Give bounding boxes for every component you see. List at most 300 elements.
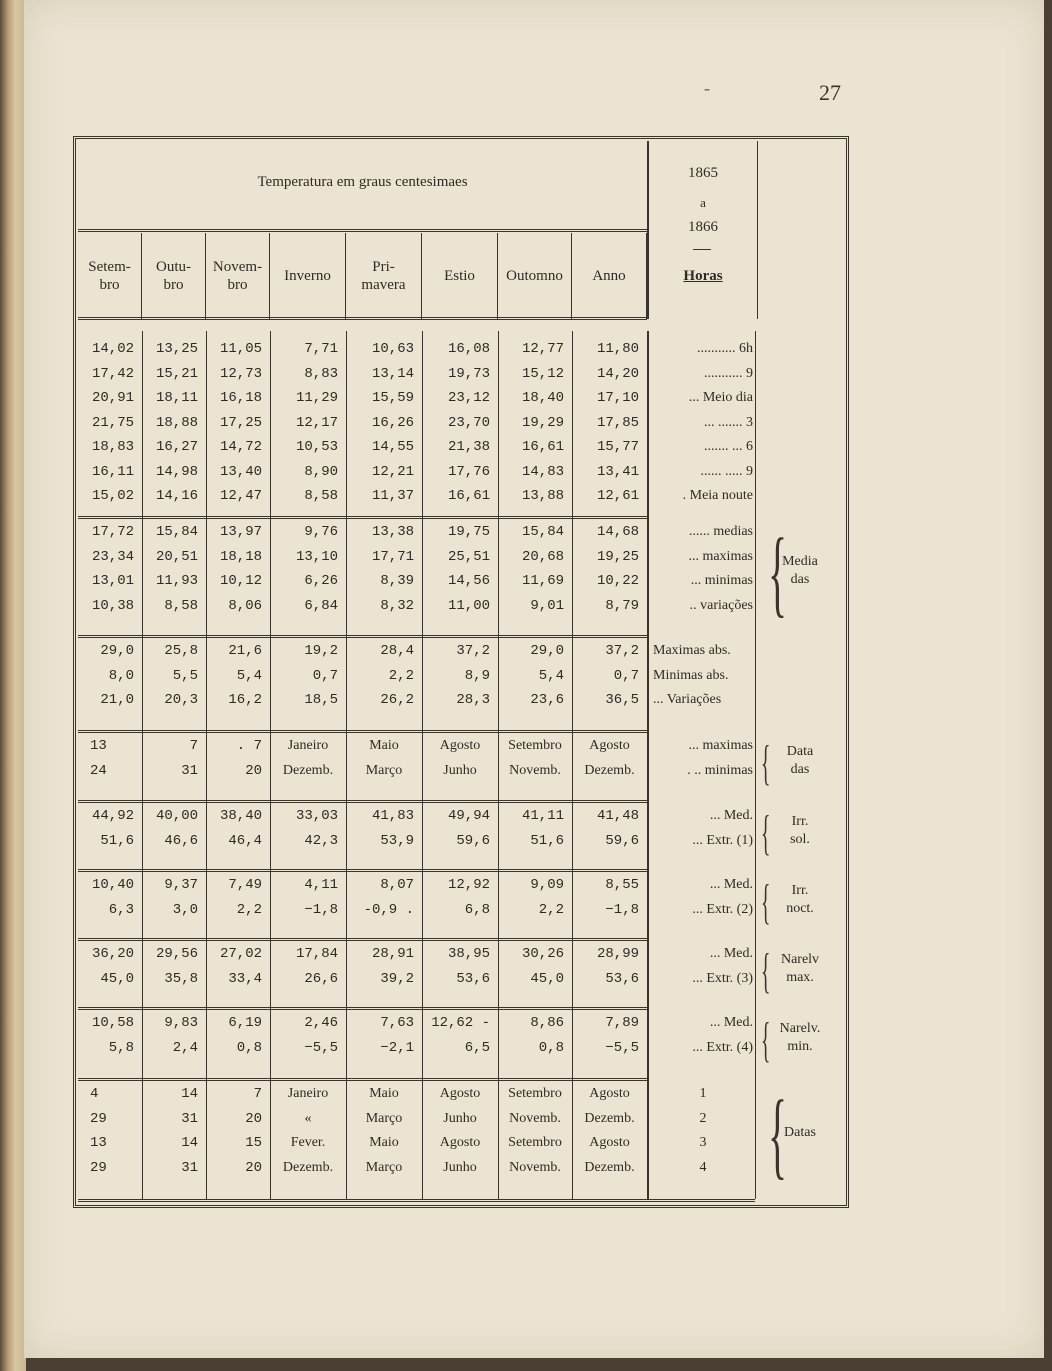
table-cell: 12,47 — [219, 488, 262, 504]
table-cell: Agosto — [589, 1135, 630, 1150]
table-cell: 7 — [189, 738, 198, 754]
table-cell: Junho — [443, 762, 477, 778]
table-cell: 16,27 — [155, 439, 198, 455]
table-cell: 0,7 — [312, 667, 338, 684]
row-label: 2 — [699, 1110, 707, 1126]
table-cell: Setembro — [508, 1135, 562, 1150]
table-cell: 0,8 — [236, 1039, 262, 1056]
year-rule — [693, 249, 711, 250]
column-divider — [647, 637, 649, 734]
table-cell: 14 — [181, 1086, 198, 1102]
table-cell: 20,3 — [164, 692, 198, 708]
table-cell: 6,3 — [108, 901, 134, 918]
table-cell: 51,6 — [530, 832, 564, 849]
table-cell: Março — [365, 1159, 403, 1175]
table-cell: 36,5 — [605, 692, 639, 708]
table-cell: 15,84 — [155, 524, 198, 540]
table-cell: 9,83 — [164, 1015, 198, 1031]
block-rule — [78, 730, 647, 733]
table-cell: Dezemb. — [584, 1159, 635, 1175]
table-cell: 0,7 — [613, 667, 639, 684]
table-cell: 20 — [245, 762, 262, 779]
row-label: ... minimas — [690, 573, 753, 588]
brace-icon: { — [761, 735, 771, 790]
table-cell: 16,18 — [219, 390, 262, 406]
table-cell: 41,11 — [521, 808, 564, 824]
table-cell: Agosto — [589, 738, 630, 753]
page-number: 27 — [819, 80, 841, 105]
row-label: ... ....... 3 — [704, 414, 753, 430]
column-header: Outomno — [498, 233, 572, 319]
table-cell: 40,00 — [155, 808, 198, 824]
row-label: ... maximas — [688, 738, 753, 753]
table-cell: 46,6 — [164, 832, 198, 849]
block-rule — [78, 869, 647, 872]
table-cell: 31 — [181, 1159, 198, 1176]
table-cell: 45,0 — [530, 970, 564, 987]
table-cell: 18,40 — [521, 390, 564, 406]
row-label: ........... 6h — [697, 341, 753, 356]
table-cell: 16,61 — [521, 439, 564, 455]
table-cell: 17,10 — [596, 390, 639, 406]
table-cell: 20 — [245, 1159, 262, 1176]
table-title-row — [78, 141, 647, 232]
table-cell: 15,84 — [521, 524, 564, 540]
block-rule — [78, 516, 647, 519]
year-a: a — [700, 195, 706, 210]
table-cell: 25,8 — [164, 643, 198, 659]
table-cell: Janeiro — [287, 738, 329, 753]
table-cell: 31 — [181, 762, 198, 779]
table-cell: 12,77 — [521, 341, 564, 357]
table-cell: Novemb. — [509, 1159, 561, 1175]
table-cell: 9,37 — [164, 877, 198, 893]
table-cell: 41,83 — [371, 808, 414, 824]
table-cell: 19,75 — [447, 524, 490, 540]
table-cell: 14,83 — [521, 463, 564, 480]
table-cell: 28,3 — [456, 692, 490, 708]
table-cell: 13,97 — [219, 524, 262, 540]
column-header: Anno — [572, 233, 647, 319]
table-cell: 12,62 - — [431, 1015, 490, 1031]
row-label: ........... 9 — [704, 365, 753, 381]
table-cell: 17,42 — [91, 365, 134, 382]
table-cell: 14,98 — [155, 463, 198, 480]
column-header: Estio — [422, 233, 498, 319]
table-cell: Março — [365, 762, 403, 778]
column-header: Pri- mavera — [346, 233, 422, 319]
table-cell: 18,11 — [155, 390, 198, 406]
table-cell: 44,92 — [91, 808, 134, 824]
table-cell: Agosto — [439, 1135, 481, 1150]
table-cell: 16,61 — [447, 488, 490, 504]
table-cell: 28,99 — [596, 946, 639, 962]
table-cell: −1,8 — [304, 901, 338, 918]
table-cell: 18,88 — [155, 414, 198, 431]
table-cell: 17,71 — [371, 548, 414, 565]
table-cell: 6,5 — [464, 1039, 490, 1056]
table-cell: 14,56 — [447, 573, 490, 589]
table-cell: Maio — [369, 1086, 399, 1101]
table-cell: 18,5 — [304, 692, 338, 708]
row-label: ... Extr. (2) — [692, 901, 753, 917]
table-cell: 2,2 — [538, 901, 564, 918]
table-cell: 2,4 — [172, 1039, 198, 1056]
row-group-label: Narelv max. — [780, 951, 820, 985]
table-cell: 13,01 — [91, 573, 134, 589]
table-cell: Setembro — [508, 738, 562, 753]
table-cell: 13 — [90, 738, 107, 754]
table-cell: 24 — [90, 762, 107, 779]
table-cell: 29,0 — [100, 643, 134, 659]
table-cell: 20,91 — [91, 390, 134, 406]
table-cell: 8,07 — [380, 877, 414, 893]
row-label: ... Extr. (4) — [692, 1039, 753, 1055]
table-cell: 35,8 — [164, 970, 198, 987]
table-cell: 6,26 — [304, 573, 338, 589]
table-cell: 53,6 — [456, 970, 490, 987]
table-cell: Junho — [443, 1159, 477, 1175]
horas-header: Horas — [683, 268, 723, 284]
column-divider — [755, 732, 756, 804]
table-cell: 12,61 — [596, 488, 639, 504]
table-cell: 11,00 — [447, 597, 490, 614]
table-cell: 5,4 — [236, 667, 262, 684]
page-mark: - — [704, 78, 710, 98]
table-cell: « — [304, 1110, 312, 1126]
table-cell: 10,40 — [91, 877, 134, 893]
column-divider — [755, 331, 756, 521]
table-cell: 19,2 — [304, 643, 338, 659]
table-cell: −5,5 — [605, 1039, 639, 1056]
row-group-label: Irr. noct. — [786, 882, 814, 916]
table-cell: 27,02 — [219, 946, 262, 962]
column-divider — [755, 1009, 756, 1081]
row-group-label: Narelv. min. — [779, 1020, 821, 1054]
table-cell: 8,55 — [605, 877, 639, 893]
table-cell: −1,8 — [605, 901, 639, 918]
row-label: .. variações — [689, 597, 753, 613]
table-cell: 33,4 — [228, 970, 262, 987]
table-cell: 17,25 — [219, 414, 262, 431]
table-cell: 11,29 — [295, 390, 338, 406]
row-label: Maximas abs. — [653, 643, 731, 658]
table-cell: 53,9 — [380, 832, 414, 849]
column-divider — [647, 1009, 649, 1081]
table-cell: 37,2 — [456, 643, 490, 659]
table-cell: Dezemb. — [282, 1159, 334, 1175]
table-cell: 9,09 — [530, 877, 564, 893]
table-cell: 10,53 — [295, 439, 338, 455]
table-cell: 14,02 — [91, 341, 134, 357]
table-cell: Agosto — [439, 738, 481, 753]
table-cell: 17,72 — [91, 524, 134, 540]
table-cell: Setembro — [508, 1086, 562, 1101]
table-cell: 36,20 — [91, 946, 134, 962]
table-cell: 38,95 — [447, 946, 490, 962]
table-cell: 10,22 — [596, 573, 639, 589]
table-cell: Maio — [369, 1135, 399, 1150]
table-cell: 16,08 — [447, 341, 490, 357]
row-label: ...... medias — [688, 524, 753, 539]
table-cell: 12,92 — [447, 877, 490, 893]
table-cell: 5,8 — [108, 1039, 134, 1056]
table-cell: 20,68 — [521, 548, 564, 565]
table-cell: 11,80 — [596, 341, 639, 357]
table-cell: 23,12 — [447, 390, 490, 406]
table-cell: 14,16 — [155, 488, 198, 504]
table-cell: 13,41 — [596, 463, 639, 480]
table-cell: 3,0 — [172, 901, 198, 918]
table-cell: 23,34 — [91, 548, 134, 565]
row-label: 4 — [699, 1159, 707, 1175]
brace-icon: { — [761, 805, 771, 860]
table-cell: 2,2 — [388, 667, 414, 684]
table-cell: 7,63 — [380, 1015, 414, 1031]
table-cell: Março — [365, 1110, 403, 1126]
table-cell: 6,19 — [228, 1015, 262, 1031]
table-cell: 15,02 — [91, 488, 134, 504]
column-header: Novem- bro — [206, 233, 270, 319]
table-cell: 46,4 — [228, 832, 262, 849]
table-cell: 23,70 — [447, 414, 490, 431]
row-label: 3 — [699, 1135, 707, 1150]
block-rule — [78, 1007, 647, 1010]
row-label: ... maximas — [688, 548, 753, 564]
brace-icon: { — [768, 1081, 787, 1189]
table-cell: 10,58 — [91, 1015, 134, 1031]
column-divider — [755, 802, 756, 873]
table-cell: 15,77 — [596, 439, 639, 455]
table-cell: 8,39 — [380, 573, 414, 589]
table-cell: 29 — [90, 1159, 107, 1176]
table-cell: 29,56 — [155, 946, 198, 962]
column-divider — [755, 518, 756, 640]
table-cell: 14,55 — [371, 439, 414, 455]
table-cell: 12,73 — [219, 365, 262, 382]
table-cell: 14,20 — [596, 365, 639, 382]
table-cell: 13 — [90, 1135, 107, 1151]
table-cell: 13,14 — [371, 365, 414, 382]
table-title: Temperatura em graus centesimaes — [257, 174, 468, 190]
row-label: . Meia noute — [682, 488, 753, 503]
table-cell: 13,10 — [295, 548, 338, 565]
column-divider — [647, 802, 649, 873]
row-label: ... Med. — [709, 946, 753, 961]
table-cell: Agosto — [439, 1086, 481, 1101]
table-cell: Dezemb. — [282, 762, 334, 778]
table-cell: 21,38 — [447, 439, 490, 455]
row-label: ...... ..... 9 — [700, 463, 753, 479]
table-cell: 19,29 — [521, 414, 564, 431]
table-cell: 8,79 — [605, 597, 639, 614]
column-divider — [647, 940, 649, 1011]
brace-icon: { — [768, 519, 787, 627]
row-label: Minimas abs. — [653, 667, 729, 683]
table-cell: 17,85 — [596, 414, 639, 431]
table-cell: 11,93 — [155, 573, 198, 589]
row-label: ... Meio dia — [688, 390, 753, 405]
table-cell: Agosto — [589, 1086, 630, 1101]
table-cell: 39,2 — [380, 970, 414, 987]
table-cell: 8,0 — [108, 667, 134, 684]
table-cell: 12,21 — [371, 463, 414, 480]
table-cell: 8,06 — [228, 597, 262, 614]
table-cell: 15,12 — [521, 365, 564, 382]
row-label: ... Med. — [709, 877, 753, 892]
table-cell: 33,03 — [295, 808, 338, 824]
table-cell: 19,25 — [596, 548, 639, 565]
table-cell: 14,68 — [596, 524, 639, 540]
block-rule — [78, 1078, 647, 1081]
table-cell: 7 — [253, 1086, 262, 1102]
table-cell: 18,83 — [91, 439, 134, 455]
table-cell: 19,73 — [447, 365, 490, 382]
column-divider — [755, 637, 756, 734]
table-cell: 18,18 — [219, 548, 262, 565]
row-label: ....... ... 6 — [704, 439, 753, 454]
table-cell: 31 — [181, 1110, 198, 1127]
table-cell: 9,01 — [530, 597, 564, 614]
table-cell: Fever. — [290, 1135, 326, 1150]
table-cell: 25,51 — [447, 548, 490, 565]
table-cell: 4,11 — [304, 877, 338, 893]
table-cell: 8,90 — [304, 463, 338, 480]
table-cell: 13,88 — [521, 488, 564, 504]
table-cell: 11,05 — [219, 341, 262, 357]
column-divider — [647, 732, 649, 804]
table-cell: 9,76 — [304, 524, 338, 540]
table-cell: 21,75 — [91, 414, 134, 431]
table-cell: 14,72 — [219, 439, 262, 455]
table-cell: 8,58 — [164, 597, 198, 614]
table-cell: 38,40 — [219, 808, 262, 824]
table-cell: 4 — [90, 1086, 99, 1102]
table-cell: Dezemb. — [584, 1110, 635, 1126]
table-cell: 59,6 — [456, 832, 490, 849]
table-cell: 6,84 — [304, 597, 338, 614]
table-cell: 29,0 — [530, 643, 564, 659]
row-label: ... Med. — [709, 1015, 753, 1030]
table-cell: −2,1 — [380, 1039, 414, 1056]
table-cell: 26,2 — [380, 692, 414, 708]
column-divider — [647, 1080, 649, 1199]
column-header: Outu- bro — [142, 233, 206, 319]
table-cell: 8,86 — [530, 1015, 564, 1031]
table-cell: Novemb. — [509, 762, 561, 778]
table-cell: 5,4 — [538, 667, 564, 684]
table-cell: 45,0 — [100, 970, 134, 987]
brace-icon: { — [761, 1012, 771, 1067]
table-cell: 8,58 — [304, 488, 338, 504]
row-label: ... Variações — [653, 692, 722, 707]
row-group-label: Datas — [784, 1125, 816, 1140]
table-cell: 28,4 — [380, 643, 414, 659]
table-bottom-rule — [78, 1199, 755, 1202]
table-cell: 16,2 — [228, 692, 262, 708]
table-cell: Junho — [443, 1110, 477, 1126]
table-cell: 11,37 — [371, 488, 414, 504]
row-label: . .. minimas — [687, 762, 753, 778]
table-cell: Dezemb. — [584, 762, 635, 778]
table-cell: 2,46 — [304, 1015, 338, 1031]
brace-icon: { — [761, 874, 771, 929]
block-rule — [78, 938, 647, 941]
table-cell: 21,0 — [100, 692, 134, 708]
row-label: 1 — [699, 1086, 707, 1101]
table-cell: 53,6 — [605, 970, 639, 987]
table-cell: 20,51 — [155, 548, 198, 565]
table-cell: 23,6 — [530, 692, 564, 708]
table-cell: 7,89 — [605, 1015, 639, 1031]
column-divider — [647, 871, 649, 942]
table-cell: 20 — [245, 1110, 262, 1127]
table-cell: Janeiro — [287, 1086, 329, 1101]
table-cell: 13,38 — [371, 524, 414, 540]
table-cell: 11,69 — [521, 573, 564, 589]
table-cell: 16,26 — [371, 414, 414, 431]
table-cell: 49,94 — [447, 808, 490, 824]
table-cell: 6,8 — [464, 901, 490, 918]
column-divider — [755, 1080, 756, 1199]
table-cell: 8,83 — [304, 365, 338, 382]
table-cell: 8,9 — [464, 667, 490, 684]
table-cell: 37,2 — [605, 643, 639, 659]
table-cell: 2,2 — [236, 901, 262, 918]
table-cell: 15,21 — [155, 365, 198, 382]
table-cell: 30,26 — [521, 946, 564, 962]
table-cell: 5,5 — [172, 667, 198, 684]
table-cell: 8,32 — [380, 597, 414, 614]
column-header: Setem- bro — [78, 233, 142, 319]
table-cell: 10,12 — [219, 573, 262, 589]
row-group-label: Media das — [782, 554, 818, 587]
table-cell: −5,5 — [304, 1039, 338, 1056]
table-cell: Novemb. — [509, 1110, 561, 1126]
table-cell: 42,3 — [304, 832, 338, 849]
table-cell: . 7 — [236, 738, 262, 754]
column-divider — [755, 940, 756, 1011]
row-label: ... Extr. (3) — [692, 970, 753, 986]
column-divider — [647, 518, 649, 640]
table-cell: 14 — [181, 1135, 198, 1151]
table-cell: 26,6 — [304, 970, 338, 987]
year-from: 1865 — [688, 165, 718, 181]
table-cell: 21,6 — [228, 643, 262, 659]
table-cell: 12,17 — [295, 414, 338, 431]
table-cell: 13,25 — [155, 341, 198, 357]
years-header — [647, 141, 758, 319]
table-cell: 13,40 — [219, 463, 262, 480]
table-cell: Maio — [369, 738, 399, 753]
block-rule — [78, 635, 647, 638]
table-cell: 7,49 — [228, 877, 262, 893]
table-cell: 51,6 — [100, 832, 134, 849]
table-cell: 41,48 — [596, 808, 639, 824]
table-cell: 29 — [90, 1110, 107, 1127]
column-header: Inverno — [270, 233, 346, 319]
table-cell: 28,91 — [371, 946, 414, 962]
row-label: ... Med. — [709, 808, 753, 823]
block-rule — [78, 800, 647, 803]
brace-icon: { — [761, 943, 771, 998]
table-cell: 16,11 — [91, 463, 134, 480]
row-group-label: Irr. sol. — [790, 813, 810, 847]
table-cell: 10,63 — [371, 341, 414, 357]
book-spine — [0, 0, 26, 1371]
column-divider — [755, 871, 756, 942]
table-cell: 59,6 — [605, 832, 639, 849]
